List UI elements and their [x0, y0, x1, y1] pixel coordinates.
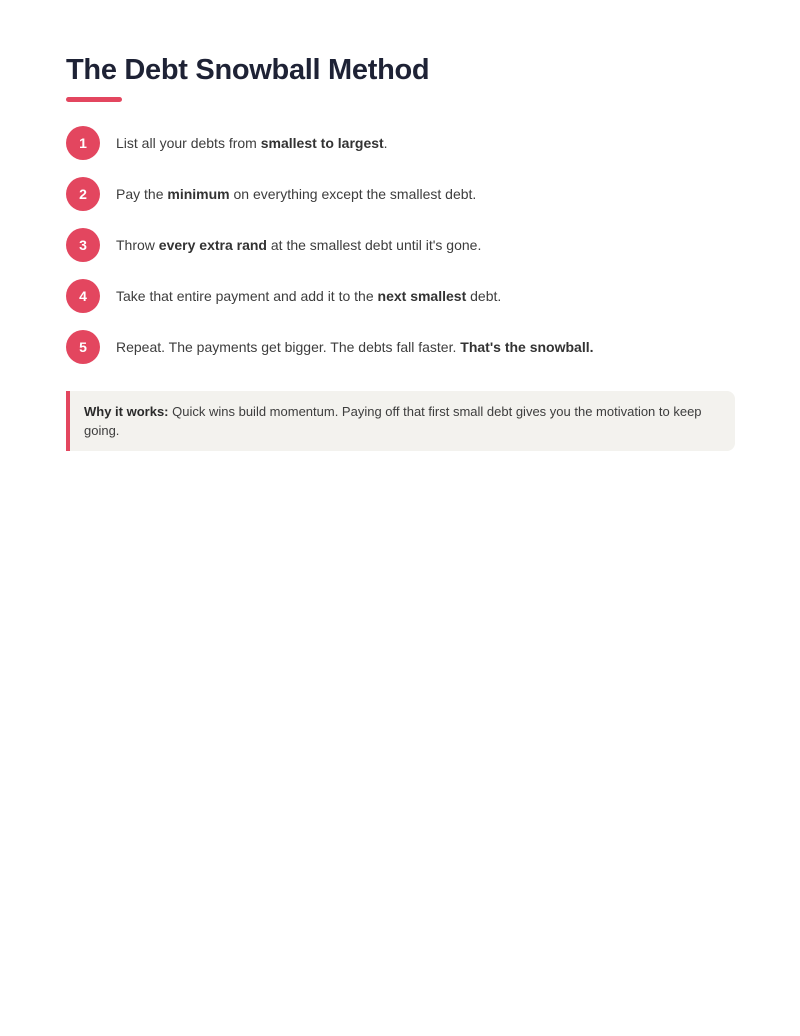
step-number-badge: 1: [66, 126, 100, 160]
step-item-3: [66, 228, 735, 262]
step-text: Take that entire payment and add it to the next smallest debt.: [116, 288, 502, 304]
step-number-badge: 4: [66, 279, 100, 313]
step-item-2: [66, 177, 735, 211]
step-item-5: [66, 330, 735, 364]
why-it-works-callout: [66, 391, 735, 451]
page-title: The Debt Snowball Method: [66, 54, 430, 86]
step-number-badge: 2: [66, 177, 100, 211]
step-text: Pay the minimum on everything except the smallest debt.: [116, 186, 477, 202]
step-number-badge: 5: [66, 330, 100, 364]
step-text: List all your debts from smallest to largest.: [116, 135, 388, 151]
step-item-4: [66, 279, 735, 313]
steps-list: [66, 126, 735, 364]
page: [0, 0, 800, 451]
step-text: Throw every extra rand at the smallest debt until it's gone.: [116, 237, 482, 253]
step-text: Repeat. The payments get bigger. The debts fall faster. That's the snowball.: [116, 339, 594, 355]
title-accent-bar: [66, 97, 122, 102]
callout-paragraph: [84, 402, 719, 440]
step-item-1: [66, 126, 735, 160]
step-number-badge: 3: [66, 228, 100, 262]
callout-text: Quick wins build momentum. Paying off that first small debt gives you the motivation to keep going.: [84, 404, 702, 438]
callout-label: Why it works:: [84, 404, 169, 419]
